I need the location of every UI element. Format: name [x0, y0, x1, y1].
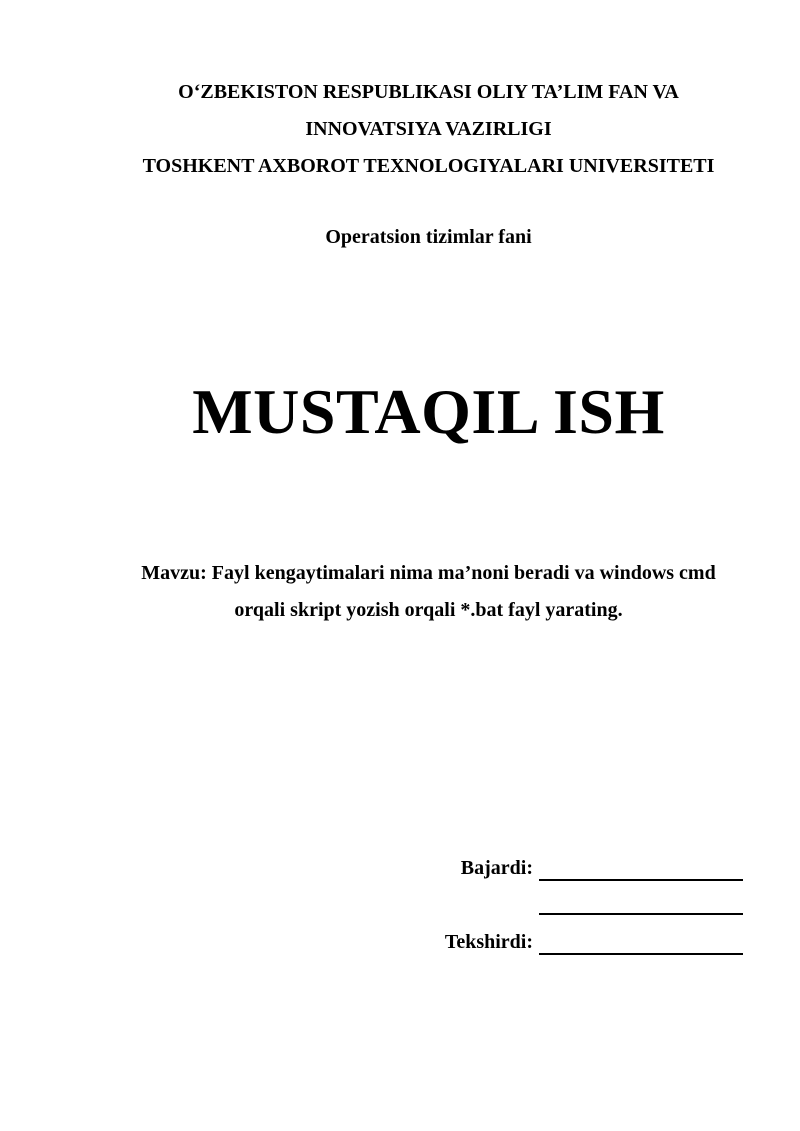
topic-line-2: orqali skript yozish orqali *.bat fayl yarating.	[234, 599, 623, 621]
tekshirdi-signature-line	[539, 933, 743, 955]
extra-signature-line	[539, 893, 743, 915]
header-line-1: O‘ZBEKISTON RESPUBLIKASI OLIY TA’LIM FAN VA	[178, 81, 679, 103]
ministry-header	[0, 74, 800, 185]
bajardi-row	[461, 855, 743, 881]
topic-block	[0, 555, 800, 629]
bajardi-signature-line	[539, 859, 743, 881]
page-title: MUSTAQIL ISH	[192, 376, 665, 447]
header-line-2: INNOVATSIYA VAZIRLIGI	[305, 118, 552, 140]
topic-line-1: Mavzu: Fayl kengaytimalari nima ma’noni beradi va windows cmd	[141, 562, 716, 584]
extra-signature-row	[539, 893, 743, 915]
header-line-3: TOSHKENT AXBOROT TEXNOLOGIYALARI UNIVERSITETI	[142, 155, 715, 177]
tekshirdi-row	[445, 929, 743, 955]
bajardi-label: Bajardi:	[460, 857, 533, 879]
tekshirdi-label: Tekshirdi:	[444, 931, 533, 953]
subject-name: Operatsion tizimlar fani	[325, 226, 532, 248]
